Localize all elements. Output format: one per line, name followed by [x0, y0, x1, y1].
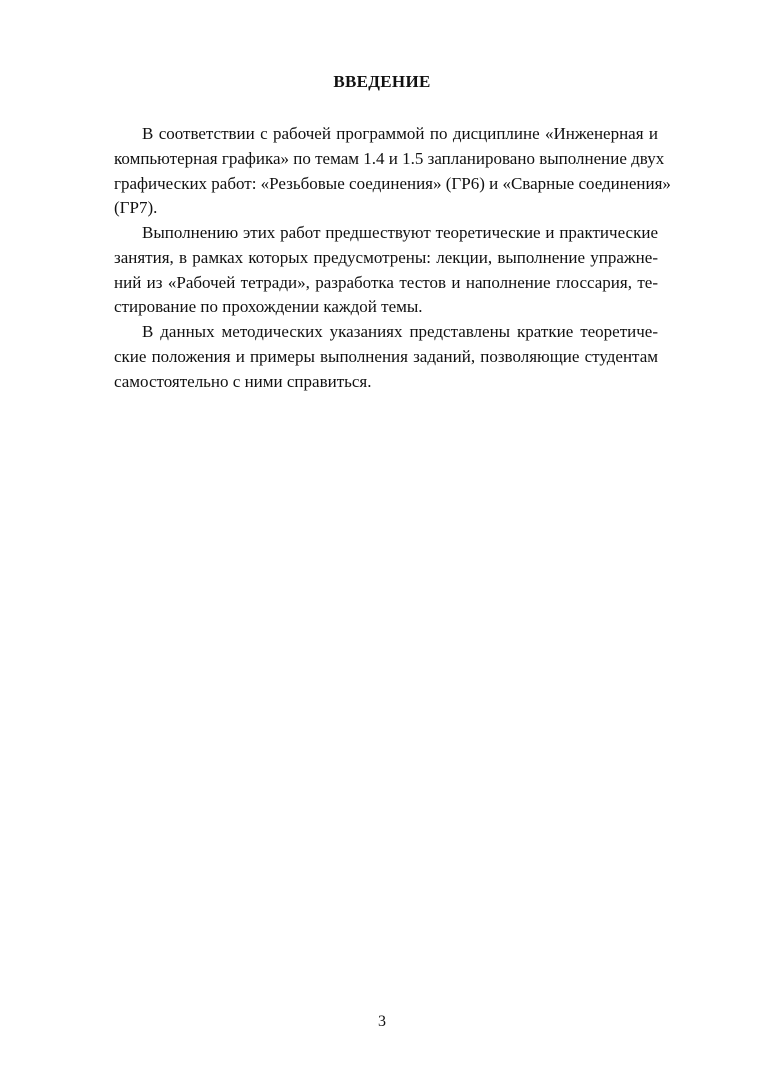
paragraph-1-line-3: графических работ: «Резьбовые соединения» (ГР6) и «Сварные соединения»: [114, 174, 671, 193]
paragraph-2-line-2: занятия, в рамках которых предусмотрены: лекции, выполнение упражне-: [114, 248, 658, 267]
paragraph-3-line-2: ские положения и примеры выполнения заданий, позволяющие студентам: [114, 347, 658, 366]
page-title: ВВЕДЕНИЕ: [333, 72, 431, 91]
paragraph-2-line-1: Выполнению этих работ предшествуют теоретические и практические: [142, 223, 658, 242]
paragraph-3-line-1: В данных методических указаниях представлены краткие теоретиче-: [142, 322, 658, 341]
paragraph-3-line-3: самостоятельно с ними справиться.: [114, 372, 372, 391]
page-number: 3: [378, 1013, 386, 1030]
paragraph-2-line-4: стирование по прохождении каждой темы.: [114, 297, 423, 316]
paragraph-2-line-3: ний из «Рабочей тетради», разработка тестов и наполнение глоссария, те-: [114, 273, 658, 292]
paragraph-1-line-4: (ГР7).: [114, 198, 158, 217]
paragraph-1-line-1: В соответствии с рабочей программой по дисциплине «Инженерная и: [142, 124, 658, 143]
paragraph-1-line-2: компьютерная графика» по темам 1.4 и 1.5 запланировано выполнение двух: [114, 149, 665, 168]
